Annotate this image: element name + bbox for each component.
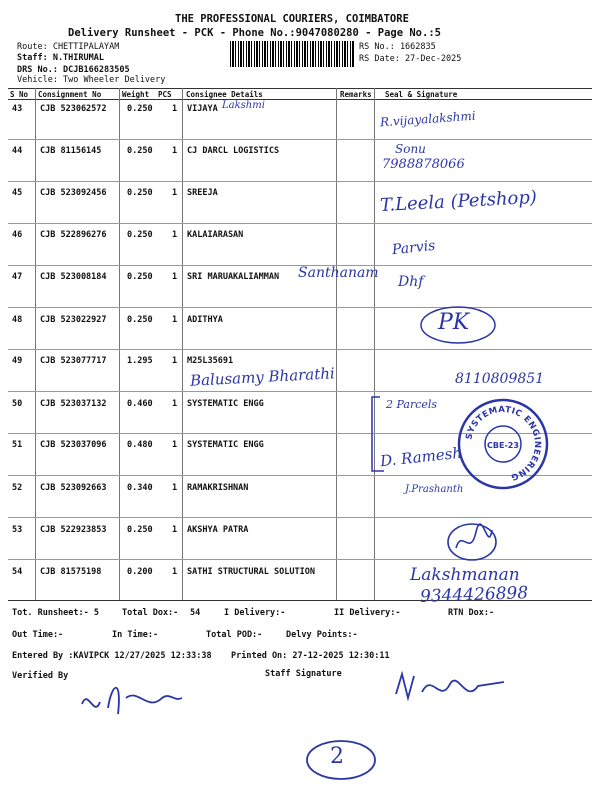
consignee-cell: KALAIARASAN bbox=[187, 230, 244, 240]
col-divider bbox=[336, 88, 337, 600]
i-delivery: I Delivery:- bbox=[224, 608, 286, 618]
handwritten-name: Lakshmi bbox=[222, 100, 265, 111]
total-dox-value: 54 bbox=[190, 608, 201, 618]
rs-no: RS No.: 1662835 bbox=[359, 42, 436, 52]
pcs-cell: 1 bbox=[172, 104, 178, 114]
col-consignee: Consignee Details bbox=[186, 90, 263, 99]
consignment-cell: CJB 523077717 bbox=[40, 356, 107, 366]
weight-cell: 0.250 bbox=[127, 188, 153, 198]
row-rule bbox=[8, 391, 592, 392]
weight-cell: 0.200 bbox=[127, 567, 153, 577]
consignment-cell: CJB 522896276 bbox=[40, 230, 107, 240]
rtn-dox: RTN Dox:- bbox=[448, 608, 495, 618]
handwritten-signature: J.Prashanth bbox=[405, 484, 464, 495]
sno-cell: 54 bbox=[12, 567, 23, 577]
drs-label: DRS No.: DCJB166283505 bbox=[17, 65, 130, 75]
weight-cell: 0.340 bbox=[127, 483, 153, 493]
consignment-cell: CJB 81156145 bbox=[40, 146, 102, 156]
weight-cell: 1.295 bbox=[127, 356, 153, 366]
sno-cell: 47 bbox=[12, 272, 23, 282]
verifier-signature bbox=[78, 668, 188, 728]
col-sno: S No bbox=[10, 90, 29, 99]
weight-cell: 0.460 bbox=[127, 399, 153, 409]
handwritten-signature: D. Ramesh bbox=[379, 443, 463, 471]
handwritten-signature: Parvis bbox=[391, 237, 437, 259]
col-divider bbox=[119, 88, 120, 600]
row-rule bbox=[8, 223, 592, 224]
sno-cell: 52 bbox=[12, 483, 23, 493]
consignment-cell: CJB 523037132 bbox=[40, 399, 107, 409]
consignee-cell: M25L35691 bbox=[187, 356, 234, 366]
route-label: Route: CHETTIPALAYAM bbox=[17, 42, 120, 52]
in-time: In Time:- bbox=[112, 630, 159, 640]
row-rule bbox=[8, 307, 592, 308]
consignment-cell: CJB 523008184 bbox=[40, 272, 107, 282]
weight-cell: 0.480 bbox=[127, 440, 153, 450]
verified-by: Verified By bbox=[12, 671, 69, 681]
pcs-cell: 1 bbox=[172, 567, 178, 577]
staff-signature-label: Staff Signature bbox=[265, 669, 342, 679]
sno-cell: 53 bbox=[12, 525, 23, 535]
consignment-cell: CJB 523037096 bbox=[40, 440, 107, 450]
pcs-cell: 1 bbox=[172, 483, 178, 493]
weight-cell: 0.250 bbox=[127, 525, 153, 535]
row-rule bbox=[8, 349, 592, 350]
consignee-cell: SATHI STRUCTURAL SOLUTION bbox=[187, 567, 315, 577]
weight-cell: 0.250 bbox=[127, 146, 153, 156]
ii-delivery: II Delivery:- bbox=[334, 608, 401, 618]
handwritten-phone: 9344426898 bbox=[419, 583, 529, 607]
sno-cell: 50 bbox=[12, 399, 23, 409]
entered-by: Entered By :KAVIPCK 12/27/2025 12:33:38 bbox=[12, 651, 212, 661]
handwritten-name: Santhanam bbox=[298, 265, 379, 281]
stamp-ring-text: SYSTEMATIC ENGINEERING bbox=[464, 404, 543, 482]
row-rule bbox=[8, 139, 592, 140]
row-rule bbox=[8, 559, 592, 560]
sno-cell: 49 bbox=[12, 356, 23, 366]
sno-cell: 51 bbox=[12, 440, 23, 450]
header-bottom-rule bbox=[8, 99, 592, 100]
header-top-rule bbox=[8, 88, 592, 89]
staff-signature bbox=[392, 664, 512, 712]
col-divider bbox=[182, 88, 183, 600]
weight-cell: 0.250 bbox=[127, 272, 153, 282]
handwritten-signature: Dhf bbox=[398, 274, 424, 290]
pcs-cell: 1 bbox=[172, 440, 178, 450]
pcs-cell: 1 bbox=[172, 399, 178, 409]
handwritten-signature: T.Leela (Petshop) bbox=[379, 186, 538, 217]
vehicle-label: Vehicle: Two Wheeler Delivery bbox=[17, 75, 166, 85]
col-divider bbox=[35, 88, 36, 600]
total-pod: Total POD:- bbox=[206, 630, 263, 640]
handwritten-name: Lakshmanan bbox=[410, 565, 520, 585]
consignee-cell: SREEJA bbox=[187, 188, 218, 198]
consignee-cell: CJ DARCL LOGISTICS bbox=[187, 146, 280, 156]
consignment-cell: CJB 523092456 bbox=[40, 188, 107, 198]
total-dox-label: Total Dox:- bbox=[122, 608, 179, 618]
consignee-cell: SYSTEMATIC ENGG bbox=[187, 399, 264, 409]
pcs-cell: 1 bbox=[172, 315, 178, 325]
sno-cell: 46 bbox=[12, 230, 23, 240]
consignment-cell: CJB 523092663 bbox=[40, 483, 107, 493]
pcs-cell: 1 bbox=[172, 146, 178, 156]
handwritten-signature: Sonu bbox=[395, 142, 426, 156]
pcs-cell: 1 bbox=[172, 188, 178, 198]
consignee-cell: AKSHYA PATRA bbox=[187, 525, 249, 535]
handwritten-signature: R.vijayalakshmi bbox=[379, 108, 477, 130]
printed-on: Printed On: 27-12-2025 12:30:11 bbox=[231, 651, 390, 661]
weight-cell: 0.250 bbox=[127, 315, 153, 325]
circled-scribble bbox=[444, 518, 500, 566]
row-rule bbox=[8, 517, 592, 518]
consignment-cell: CJB 81575198 bbox=[40, 567, 102, 577]
pcs-cell: 1 bbox=[172, 356, 178, 366]
col-pcs: PCS bbox=[158, 90, 172, 99]
handwritten-signature: PK bbox=[438, 310, 470, 335]
col-divider bbox=[374, 88, 375, 600]
weight-cell: 0.250 bbox=[127, 104, 153, 114]
handwritten-name: Balusamy Bharathi bbox=[189, 364, 336, 390]
row-rule bbox=[8, 181, 592, 182]
pcs-cell: 1 bbox=[172, 525, 178, 535]
consignee-cell: VIJAYA bbox=[187, 104, 218, 114]
consignment-cell: CJB 523022927 bbox=[40, 315, 107, 325]
consignment-cell: CJB 523062572 bbox=[40, 104, 107, 114]
col-remarks: Remarks bbox=[340, 90, 372, 99]
consignee-cell: SYSTEMATIC ENGG bbox=[187, 440, 264, 450]
col-weight: Weight bbox=[122, 90, 150, 99]
consignee-cell: ADITHYA bbox=[187, 315, 223, 325]
tot-runsheet: Tot. Runsheet:- 5 bbox=[12, 608, 99, 618]
col-seal: Seal & Signature bbox=[385, 90, 458, 99]
weight-cell: 0.250 bbox=[127, 230, 153, 240]
handwritten-note: 2 Parcels bbox=[386, 398, 438, 411]
rs-date: RS Date: 27-Dec-2025 bbox=[359, 54, 462, 64]
sno-cell: 45 bbox=[12, 188, 23, 198]
staff-label: Staff: N.THIRUMAL bbox=[17, 53, 104, 63]
out-time: Out Time:- bbox=[12, 630, 64, 640]
consignee-cell: SRI MARUAKALIAMMAN bbox=[187, 272, 280, 282]
circled-number-text: 2 bbox=[330, 744, 344, 769]
sno-cell: 43 bbox=[12, 104, 23, 114]
company-title: THE PROFESSIONAL COURIERS, COIMBATORE bbox=[175, 13, 409, 25]
handwritten-phone: 7988878066 bbox=[382, 157, 465, 172]
sno-cell: 44 bbox=[12, 146, 23, 156]
col-consignment: Consignment No bbox=[38, 90, 102, 99]
handwritten-phone: 8110809851 bbox=[455, 371, 545, 387]
stamp-center-text: CBE-23 bbox=[487, 441, 519, 450]
delvy-points: Delvy Points:- bbox=[286, 630, 358, 640]
pcs-cell: 1 bbox=[172, 272, 178, 282]
consignee-cell: RAMAKRISHNAN bbox=[187, 483, 249, 493]
runsheet-subtitle: Delivery Runsheet - PCK - Phone No.:9047080280 - Page No.:5 bbox=[68, 27, 441, 39]
barcode bbox=[230, 41, 354, 67]
pcs-cell: 1 bbox=[172, 230, 178, 240]
company-stamp bbox=[455, 396, 551, 492]
sno-cell: 48 bbox=[12, 315, 23, 325]
consignment-cell: CJB 522923853 bbox=[40, 525, 107, 535]
